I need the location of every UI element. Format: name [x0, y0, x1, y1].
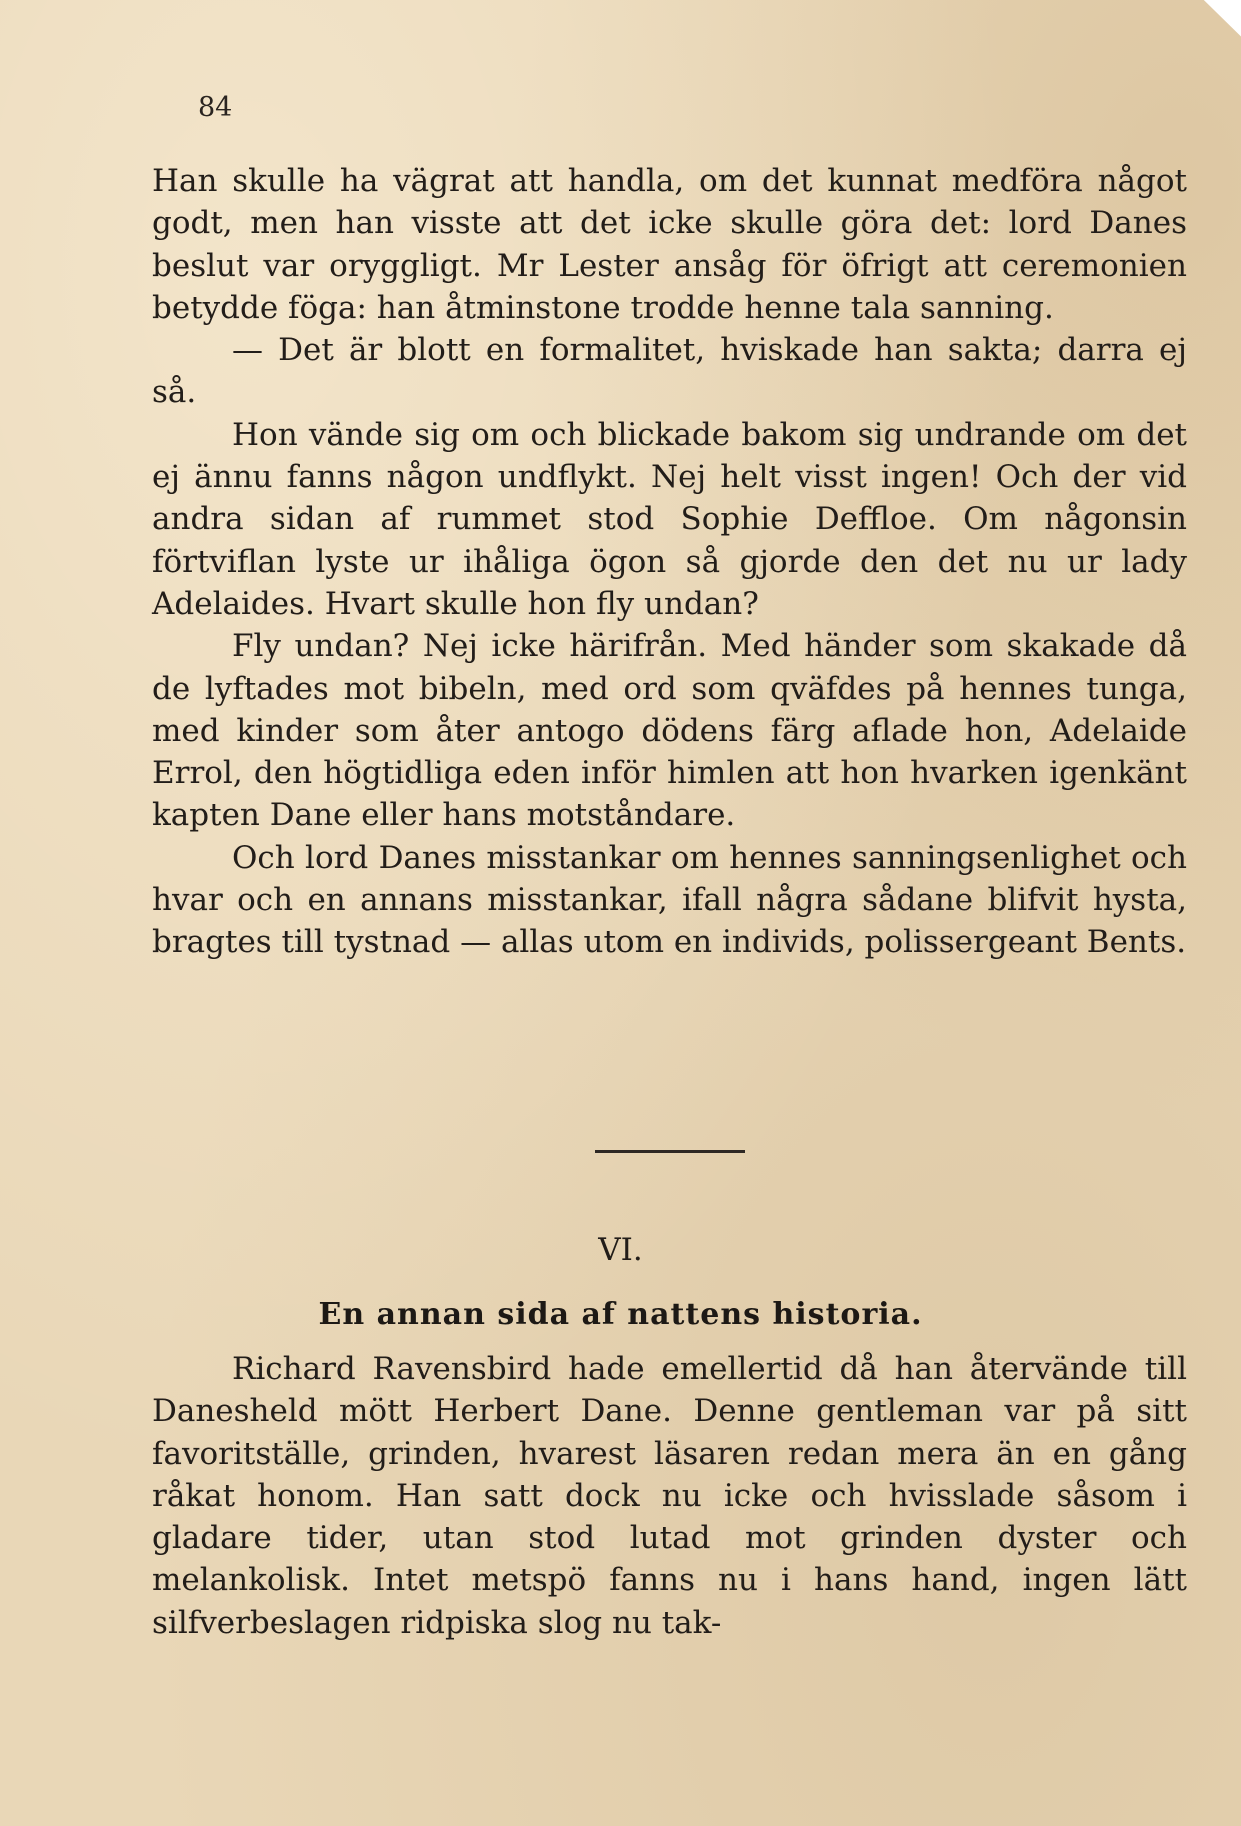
paragraph: — Det är blott en formalitet, hviskade han sakta; darra ej så. — [152, 332, 1187, 411]
chapter-title: En annan sida af nattens historia. — [318, 1297, 923, 1332]
paragraph: Hon vände sig om och blickade bakom sig undrande om det ej ännu fanns någon undflykt. Nej helt visst ingen! Och der vid andra sidan af rummet stod Sophie Deffloe. Om någonsin förtviflan lyste ur ihåliga ögon så gjorde den det nu ur lady Adelaides. Hvart skulle hon fly undan? — [152, 416, 1187, 622]
chapter-text-continued — [152, 160, 1187, 964]
chapter-text — [152, 1348, 1187, 1644]
chapter-number: VI. — [598, 1232, 643, 1268]
page-number: 84 — [198, 92, 233, 123]
paragraph: Och lord Danes misstankar om hennes sanningsenlighet och hvar och en annans misstankar, ifall några sådane blifvit hysta, bragtes till tystnad — allas utom en individs, polissergeant Bents. — [152, 839, 1187, 961]
paragraph: Han skulle ha vägrat att handla, om det kunnat medföra något godt, men han visste att det icke skulle göra det: lord Danes beslut var oryggligt. Mr Lester ansåg för öfrigt att ceremonien betydde föga: han åtminstone trodde henne tala sanning. — [152, 163, 1187, 326]
paragraph: Richard Ravensbird hade emellertid då han återvände till Danesheld mött Herbert Dane. Denne gentleman var på sitt favoritställe, grinden, hvarest läsaren redan mera än en gång råkat honom. Han satt dock nu icke och hvisslade såsom i gladare tider, utan stod lutad mot grinden dyster och melankolisk. Intet metspö fanns nu i hans hand, ingen lätt silfverbeslagen ridpiska slog nu tak- — [152, 1351, 1187, 1641]
paragraph: Fly undan? Nej icke härifrån. Med händer som skakade då de lyftades mot bibeln, med ord som qväfdes på hennes tunga, med kinder som åter antogo dödens färg aflade hon, Adelaide Errol, den högtidliga eden inför himlen att hon hvarken igenkänt kapten Dane eller hans motståndare. — [152, 628, 1187, 834]
section-divider — [595, 1150, 745, 1153]
